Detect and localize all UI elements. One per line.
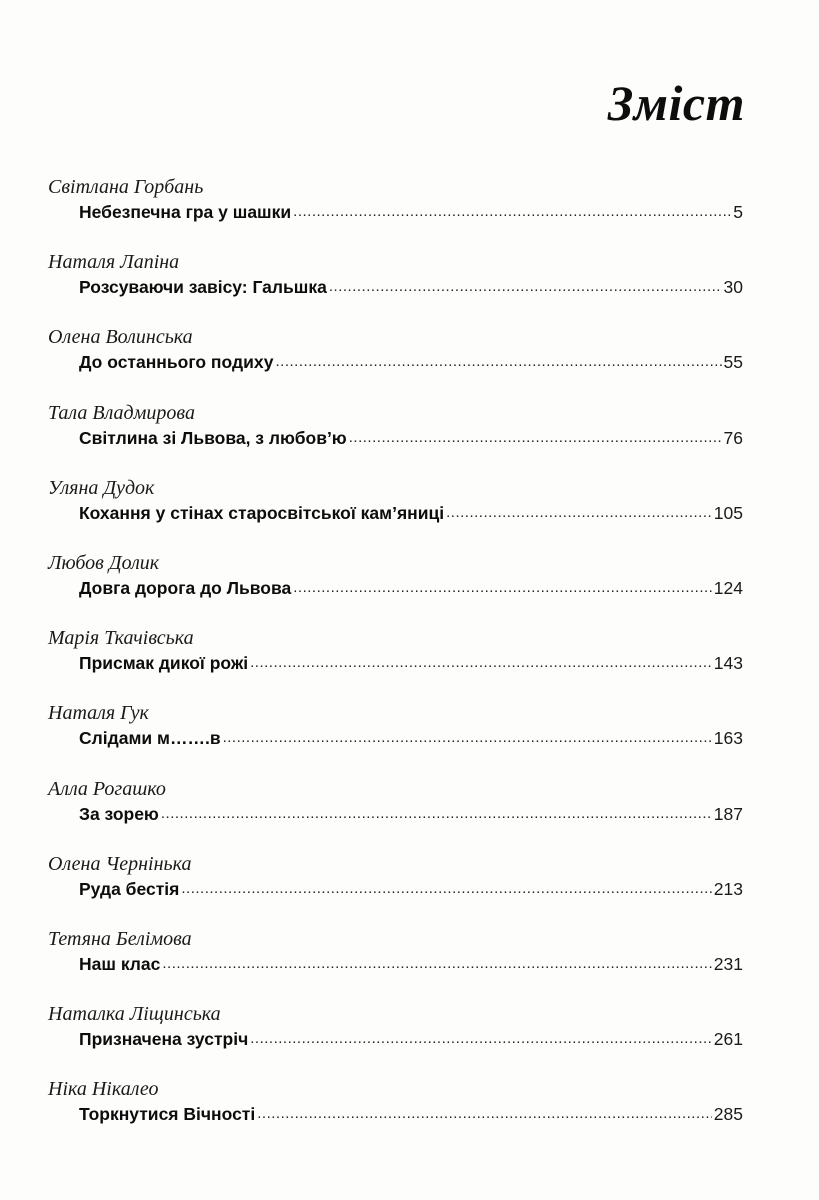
- entry-line: [79, 879, 743, 900]
- entry-page-number: 55: [723, 352, 743, 373]
- dot-leader: [250, 656, 712, 670]
- entry-title: До останнього подиху: [79, 352, 274, 373]
- entry-page-number: 213: [713, 878, 743, 899]
- entry-line: [79, 277, 743, 298]
- entry-title: Присмак дикої рожі: [79, 653, 249, 674]
- entry-page-number: 143: [713, 653, 743, 674]
- toc-entry: [0, 702, 819, 777]
- entry-author: Тетяна Белімова: [48, 927, 192, 950]
- entry-author: Марія Ткачівська: [48, 627, 194, 650]
- entry-title: Слідами м…….в: [79, 728, 221, 749]
- entry-title: Наш клас: [79, 953, 161, 974]
- entry-title: Світлина зі Львова, з любов’ю: [79, 427, 347, 448]
- entry-line: [79, 352, 743, 373]
- toc-entry: [0, 627, 819, 702]
- entry-title: Кохання у стінах старосвітської кам’яниці: [79, 502, 445, 523]
- entry-line: [79, 1029, 743, 1050]
- entry-page-number: 261: [713, 1029, 743, 1050]
- entry-line: [79, 578, 743, 599]
- toc-entry: [0, 1003, 819, 1078]
- entry-page-number: 163: [713, 728, 743, 749]
- toc-entry: [0, 1078, 819, 1153]
- entry-page-number: 30: [723, 277, 743, 298]
- entry-page-number: 187: [713, 803, 743, 824]
- dot-leader: [162, 957, 711, 971]
- dot-leader: [349, 431, 722, 445]
- dot-leader: [293, 581, 712, 595]
- dot-leader: [276, 355, 722, 369]
- entry-page-number: 124: [713, 577, 743, 598]
- entry-line: [79, 503, 743, 524]
- entry-line: [79, 1104, 743, 1125]
- toc-entry: [0, 853, 819, 928]
- entry-page-number: 5: [733, 202, 743, 222]
- toc-entry: [0, 552, 819, 627]
- entry-author: Світлана Горбань: [48, 176, 204, 198]
- toc-entry: [0, 477, 819, 552]
- entry-author: Уляна Дудок: [48, 476, 155, 499]
- entry-line: [79, 804, 743, 825]
- entry-author: Наталя Лапіна: [48, 251, 180, 274]
- entry-author: Тала Владмирова: [48, 401, 195, 424]
- toc-entry: [0, 402, 819, 477]
- entry-author: Алла Рогашко: [48, 777, 166, 800]
- dot-leader: [223, 731, 712, 745]
- table-of-contents: [0, 176, 819, 1153]
- entry-title: Руда бестія: [79, 878, 180, 899]
- toc-entry: [0, 326, 819, 401]
- entry-line: [79, 428, 743, 449]
- entry-line: [79, 954, 743, 975]
- entry-author: Наталя Гук: [48, 702, 149, 725]
- entry-page-number: 76: [723, 427, 743, 448]
- entry-line: [79, 653, 743, 674]
- entry-author: Олена Волинська: [48, 326, 193, 349]
- entry-author: Олена Чернінька: [48, 852, 192, 875]
- entry-page-number: 285: [713, 1104, 743, 1125]
- toc-entry: [0, 928, 819, 1003]
- entry-title: За зорею: [79, 803, 159, 824]
- dot-leader: [293, 205, 731, 219]
- entry-title: Призначена зустріч: [79, 1029, 249, 1050]
- entry-line: [79, 202, 743, 223]
- dot-leader: [161, 807, 712, 821]
- toc-entry: [0, 176, 819, 251]
- entry-author: Любов Долик: [48, 551, 160, 574]
- entry-page-number: 105: [713, 502, 743, 523]
- entry-page-number: 231: [713, 953, 743, 974]
- entry-title: Розсуваючи завісу: Гальшка: [79, 277, 327, 298]
- page-title: Зміст: [607, 75, 745, 131]
- toc-entry: [0, 778, 819, 853]
- entry-title: Довга дорога до Львова: [79, 577, 292, 598]
- dot-leader: [257, 1107, 712, 1121]
- dot-leader: [329, 280, 722, 294]
- entry-title: Торкнутися Вічності: [79, 1104, 256, 1125]
- dot-leader: [250, 1032, 712, 1046]
- entry-author: Ніка Нікалео: [48, 1078, 159, 1101]
- dot-leader: [446, 506, 712, 520]
- dot-leader: [181, 882, 711, 896]
- entry-line: [79, 728, 743, 749]
- entry-title: Небезпечна гра у шашки: [79, 202, 292, 222]
- toc-entry: [0, 251, 819, 326]
- entry-author: Наталка Ліщинська: [48, 1003, 221, 1026]
